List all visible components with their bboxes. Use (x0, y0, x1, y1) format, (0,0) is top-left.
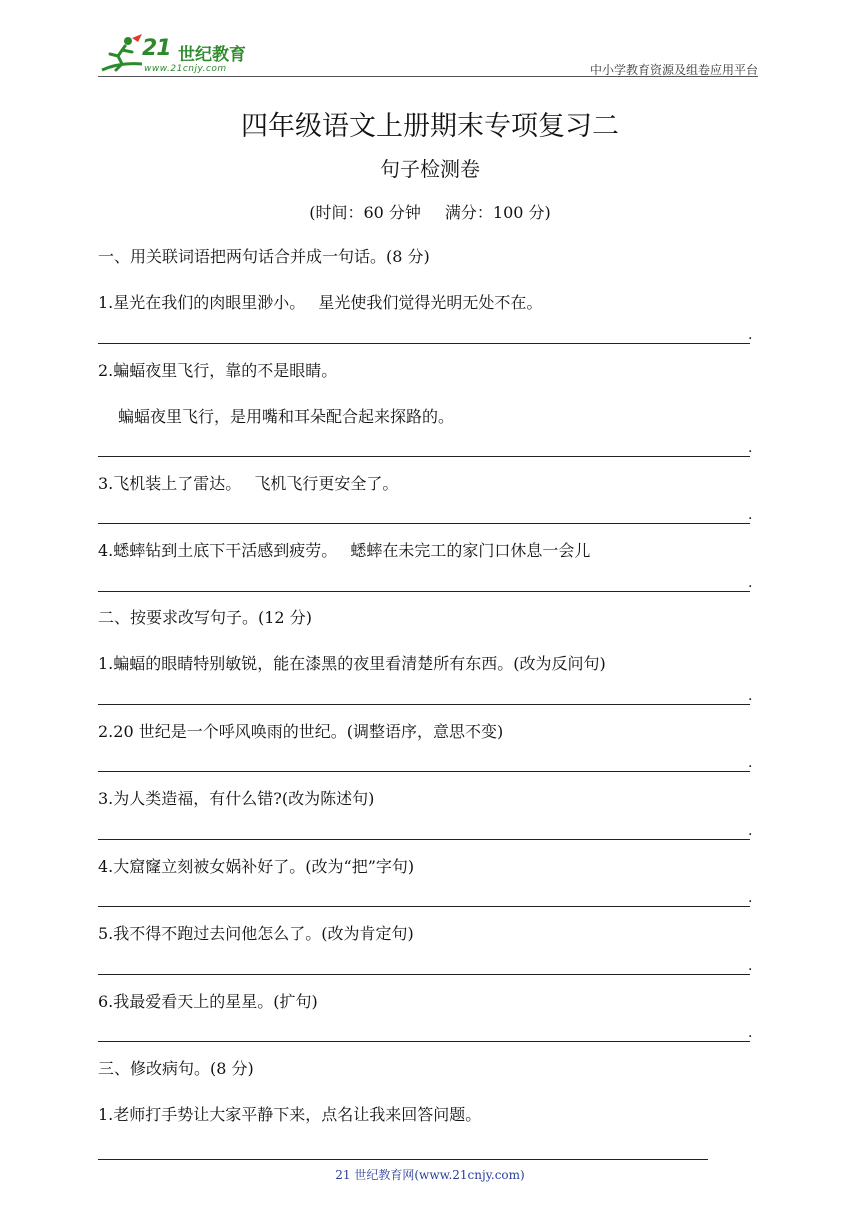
question-text: 1.蝙蝠的眼睛特别敏锐，能在漆黑的夜里看清楚所有东西。(改为反问句) (98, 654, 606, 673)
answer-line (98, 1041, 750, 1042)
answer-end-mark: . (748, 440, 753, 456)
question-text: 3.飞机装上了雷达。 飞机飞行更安全了。 (98, 474, 399, 493)
header-divider (98, 76, 758, 77)
question-text: 4.大窟窿立刻被女娲补好了。(改为“把”字句) (98, 857, 415, 876)
answer-end-mark: . (748, 823, 753, 839)
footer-text[interactable]: 21 世纪教育网(www.21cnjy.com) (335, 1168, 525, 1182)
question-text: 1.星光在我们的肉眼里渺小。 星光使我们觉得光明无处不在。 (98, 293, 543, 312)
answer-line (98, 456, 750, 457)
answer-end-mark: . (748, 327, 753, 343)
answer-end-mark: . (748, 755, 753, 771)
answer-line (98, 523, 750, 524)
page-header (98, 34, 758, 78)
section-heading: 二、按要求改写句子。(12 分) (98, 608, 312, 627)
page-subtitle: 句子检测卷 (380, 157, 480, 181)
answer-line (98, 704, 750, 705)
footer-divider (98, 1159, 708, 1160)
answer-end-mark: . (748, 1025, 753, 1041)
answer-end-mark: . (748, 890, 753, 906)
answer-line (98, 343, 750, 344)
runner-icon (98, 34, 144, 78)
question-text: 1.老师打手势让大家平静下来，点名让我来回答问题。 (98, 1105, 482, 1124)
exam-meta (0, 200, 860, 223)
answer-line (98, 974, 750, 975)
answer-line (98, 906, 750, 907)
answer-line (98, 771, 750, 772)
question-text: 蝙蝠夜里飞行，是用嘴和耳朵配合起来探路的。 (118, 407, 455, 426)
question-text: 5.我不得不跑过去问他怎么了。(改为肯定句) (98, 924, 414, 943)
answer-end-mark: . (748, 575, 753, 591)
question-text: 3.为人类造福，有什么错?(改为陈述句) (98, 789, 375, 808)
answer-end-mark: . (748, 688, 753, 704)
page-title: 四年级语文上册期末专项复习二 (241, 111, 619, 142)
question-text: 2.20 世纪是一个呼风唤雨的世纪。(调整语序，意思不变) (98, 722, 504, 741)
full-score: 满分：100 分) (444, 203, 551, 222)
platform-name: 中小学教育资源及组卷应用平台 (589, 63, 758, 77)
logo-number: 21 (142, 36, 171, 61)
time-limit: (时间：60 分钟 (309, 203, 421, 222)
section-heading: 三、修改病句。(8 分) (98, 1059, 254, 1078)
answer-end-mark: . (748, 507, 753, 523)
answer-line (98, 839, 750, 840)
question-text: 6.我最爱看天上的星星。(扩句) (98, 992, 318, 1011)
question-text: 4.蟋蟀钻到土底下干活感到疲劳。 蟋蟀在未完工的家门口休息一会儿 (98, 541, 591, 560)
logo-text: 世纪教育 (178, 45, 246, 65)
answer-line (98, 591, 750, 592)
section-heading: 一、用关联词语把两句话合并成一句话。(8 分) (98, 247, 430, 266)
answer-end-mark: . (748, 958, 753, 974)
logo-url: www.21cnjy.com (144, 64, 227, 74)
question-text: 2.蝙蝠夜里飞行，靠的不是眼睛。 (98, 361, 338, 380)
site-logo (98, 34, 268, 78)
